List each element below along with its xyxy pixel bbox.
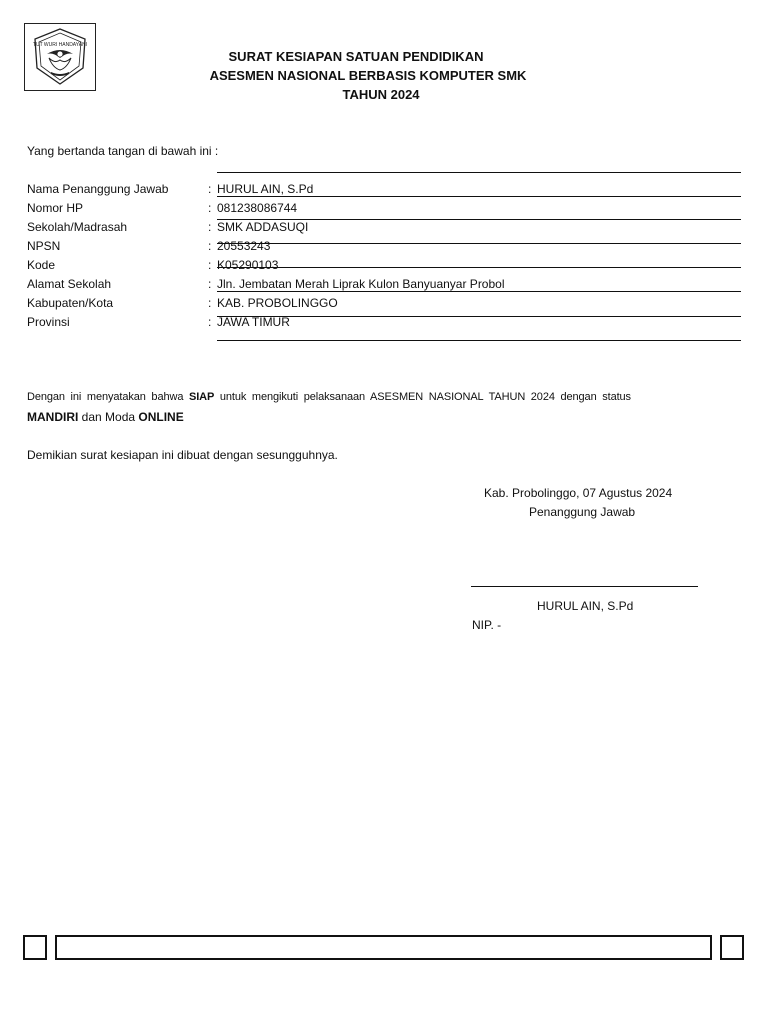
field-label-alamat: Alamat Sekolah: [27, 277, 112, 291]
field-colon: :: [208, 296, 212, 310]
closing-text: Demikian surat kesiapan ini dibuat dengan sesungguhnya.: [27, 448, 338, 462]
field-label-npsn: NPSN: [27, 239, 61, 253]
statement-mandiri: MANDIRI: [27, 410, 79, 424]
field-underline: [217, 316, 741, 317]
field-colon: :: [208, 315, 212, 329]
statement-part-3: dan Moda: [81, 410, 136, 424]
statement-line-1: [27, 391, 631, 403]
footer-box-center: [55, 935, 712, 960]
field-label-sekolah: Sekolah/Madrasah: [27, 220, 128, 234]
statement-part-1: Dengan ini menyatakan bahwa: [27, 391, 184, 403]
field-underline: [217, 340, 741, 341]
field-value-kode: K05290103: [217, 258, 279, 272]
footer-box-right: [720, 935, 744, 960]
field-colon: :: [208, 220, 212, 234]
field-underline: [217, 267, 741, 268]
statement-online: ONLINE: [138, 410, 184, 424]
footer-box-left: [23, 935, 47, 960]
statement-part-2: untuk mengikuti pelaksanaan ASESMEN NASIONAL TAHUN 2024 dengan status: [219, 391, 631, 403]
field-colon: :: [208, 239, 212, 253]
signature-name: HURUL AIN, S.Pd: [537, 599, 634, 613]
title-line-2: ASESMEN NASIONAL BERBASIS KOMPUTER SMK: [209, 68, 527, 83]
field-label-kode: Kode: [27, 258, 56, 272]
field-label-kabupaten: Kabupaten/Kota: [27, 296, 114, 310]
signature-nip: NIP. -: [472, 618, 502, 632]
field-underline: [217, 196, 741, 197]
signature-place-date: Kab. Probolinggo, 07 Agustus 2024: [484, 486, 673, 500]
intro-text: Yang bertanda tangan di bawah ini :: [27, 144, 219, 158]
field-label-nama: Nama Penanggung Jawab: [27, 182, 169, 196]
title-line-3: TAHUN 2024: [342, 87, 420, 102]
field-colon: :: [208, 182, 212, 196]
field-underline: [217, 172, 741, 173]
signature-line: [471, 586, 698, 587]
field-value-provinsi: JAWA TIMUR: [217, 315, 290, 329]
field-label-provinsi: Provinsi: [27, 315, 70, 329]
field-value-alamat: Jln. Jembatan Merah Liprak Kulon Banyuanyar Probol: [217, 277, 505, 291]
field-underline: [217, 243, 741, 244]
field-value-nama: HURUL AIN, S.Pd: [217, 182, 314, 196]
field-value-hp: 081238086744: [217, 201, 298, 215]
field-colon: :: [208, 201, 212, 215]
logo-motto: TUT WURI HANDAYANI: [32, 42, 88, 48]
field-label-hp: Nomor HP: [27, 201, 84, 215]
field-value-kabupaten: KAB. PROBOLINGGO: [217, 296, 338, 310]
statement-line-2: [27, 410, 184, 424]
statement-siap: SIAP: [188, 391, 215, 403]
field-value-sekolah: SMK ADDASUQI: [217, 220, 309, 234]
field-value-npsn: 20553243: [217, 239, 271, 253]
title-line-1: SURAT KESIAPAN SATUAN PENDIDIKAN: [228, 49, 484, 64]
field-colon: :: [208, 258, 212, 272]
field-colon: :: [208, 277, 212, 291]
field-underline: [217, 291, 741, 292]
signature-role: Penanggung Jawab: [529, 505, 636, 519]
